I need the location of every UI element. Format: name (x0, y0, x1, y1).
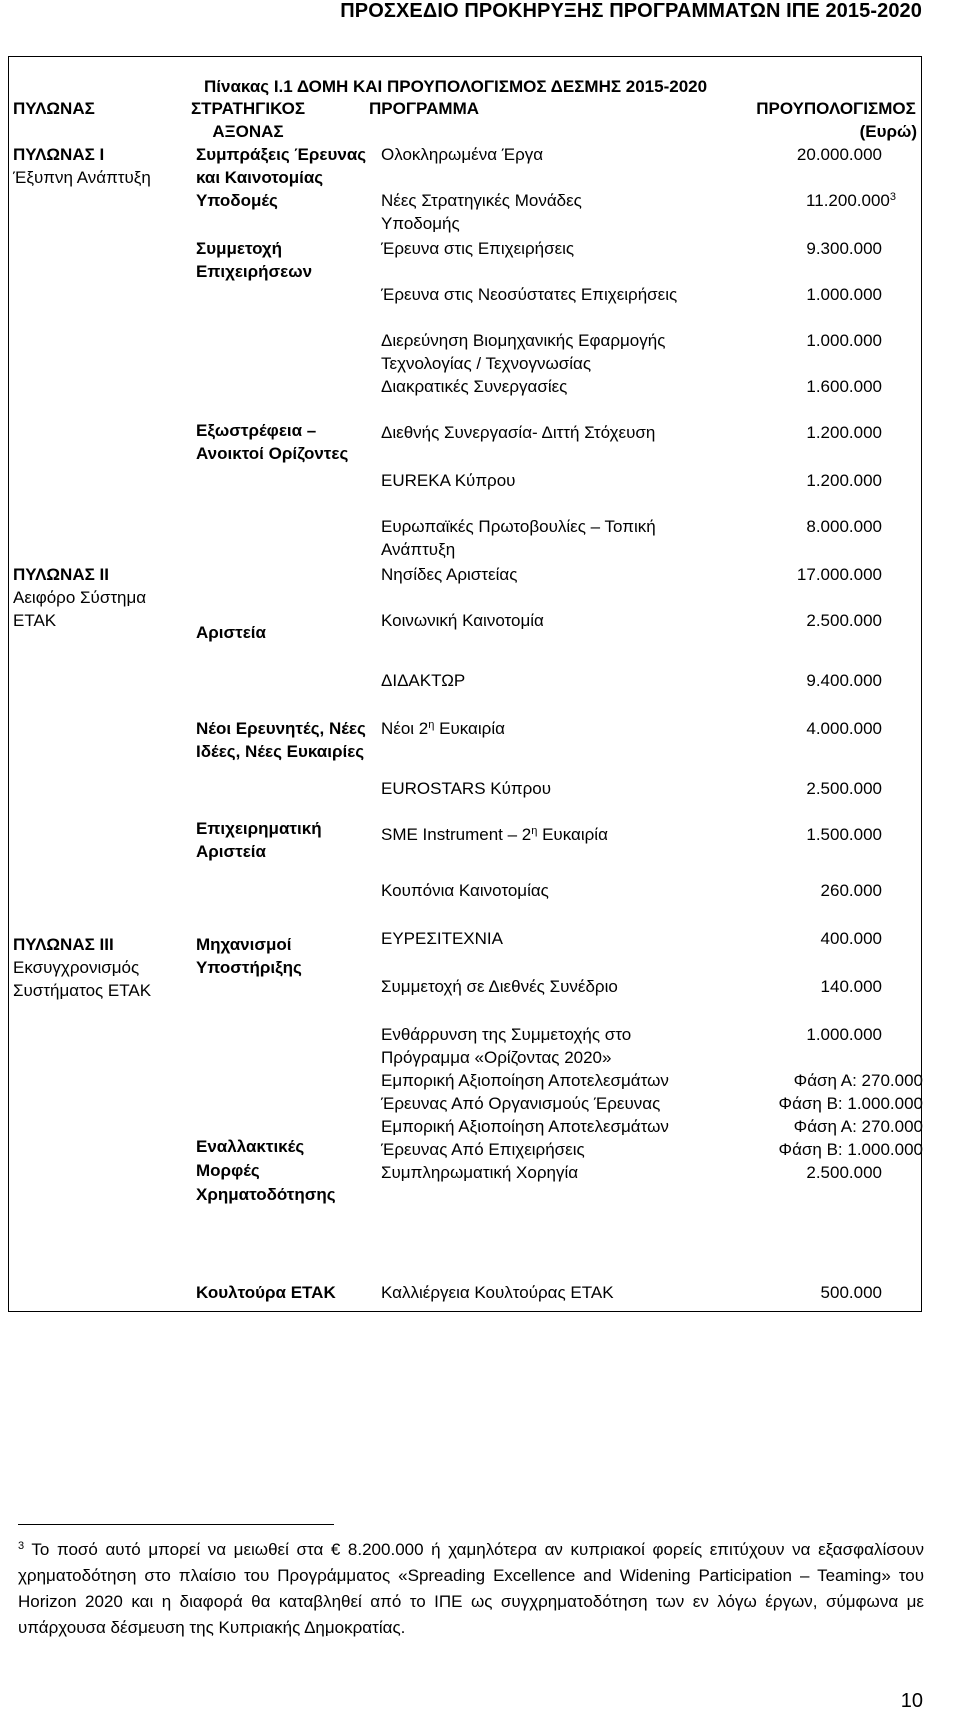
program-budget: 2.500.000 (806, 611, 882, 630)
program-name: Νέοι $2^\eta$ Ευκαιρία (381, 719, 505, 738)
program-name: Νέες Στρατηγικές Μονάδες Υποδομής (381, 191, 582, 233)
program-budget: 400.000 (820, 929, 882, 948)
axis-rti-culture: Κουλτούρα ΕΤΑΚ (196, 1283, 336, 1302)
program-budget: 1.600.000 (806, 377, 882, 396)
program-budget: 9.400.000 (806, 671, 882, 690)
program-budget: 140.000 (820, 977, 882, 996)
axis-business-participation: Συμμετοχή Επιχειρήσεων (196, 239, 313, 281)
program-name: Ολοκληρωμένα Έργα (381, 145, 544, 164)
program-name: Ενθάρρυνση της Συμμετοχής στο Πρόγραμμα «Ορίζοντας 2020» (381, 1025, 632, 1067)
program-budget: 1.200.000 (806, 471, 882, 490)
pillar-1: ΠΥΛΩΝΑΣ Ι Έξυπνη Ανάπτυξη (13, 145, 151, 187)
pillar-3: ΠΥΛΩΝΑΣ ΙΙΙ Εκσυγχρονισμός Συστήματος ΕΤΑΚ (13, 935, 152, 1000)
program-budget: 9.300.000 (806, 239, 882, 258)
footnote (18, 1537, 924, 1641)
axis-new-researchers: Νέοι Ερευνητές, Νέες Ιδέες, Νέες Ευκαιρίες (196, 719, 366, 761)
page-number: 10 (900, 1690, 923, 1712)
program-name: Διακρατικές Συνεργασίες (381, 377, 568, 396)
program-name: Διεθνής Συνεργασία- Διττή Στόχευση (381, 423, 656, 442)
program-name: Κουπόνια Καινοτομίας (381, 881, 549, 900)
program-budget: 4.000.000 (806, 719, 882, 738)
program-name: SME Instrument – $2^\eta$ Ευκαιρία (381, 825, 608, 844)
program-name: EUREKA Κύπρου (381, 471, 516, 490)
program-name: Συμμετοχή σε Διεθνές Συνέδριο (381, 977, 618, 996)
program-name: Έρευνα στις Επιχειρήσεις (381, 239, 575, 258)
axis-alternative-funding: Εναλλακτικές Μορφές Χρηματοδότησης (196, 1137, 336, 1204)
program-budget: 1.000.000 (806, 285, 882, 304)
col-header-program: ΠΡΟΓΡΑΜΜΑ (369, 99, 480, 118)
program-name: Νησίδες Αριστείας (381, 565, 518, 584)
program-budget: 1.200.000 (806, 423, 882, 442)
footnote-ref: 3 (889, 191, 896, 203)
axis-excellence: Αριστεία (196, 623, 266, 642)
program-name: Συμπληρωματική Χορηγία (381, 1163, 579, 1182)
footnote-text: Το ποσό αυτό μπορεί να μειωθεί στα € 8.200.000 ή χαμηλότερα αν κυπριακοί φορείς επιτύχουν να εξασφαλίσουν χρηματοδότηση στο πλαίσιο του Προγράμματος «Spreading Excellence and Widening Participation – Teaming» του Horizon 2020 και η διαφορά θα καταβληθεί από το ΙΠΕ ως συγχρηματοδότηση των εν λόγω έργων, σύμφωνα με υπάρχουσα δέσμευση της Κυπριακής Δημοκρατίας. (18, 1540, 924, 1637)
program-budget: 8.000.000 (806, 517, 882, 536)
program-name: Ευρωπαϊκές Πρωτοβουλίες – Τοπική Ανάπτυξη (381, 517, 656, 559)
program-budget: 1.000.000 (806, 331, 882, 350)
document-header: ΠΡΟΣΧΕΔΙΟ ΠΡΟΚΗΡΥΞΗΣ ΠΡΟΓΡΑΜΜΑΤΩΝ ΙΠΕ 2015-2020 (340, 0, 922, 22)
col-header-budget: ΠΡΟΥΠΟΛΟΓΙΣΜΟΣ (Ευρώ) (756, 99, 917, 141)
program-budget: 500.000 (820, 1283, 882, 1302)
program-name: Έρευνα στις Νεοσύστατες Επιχειρήσεις (381, 285, 678, 304)
program-name: ΕΥΡΕΣΙΤΕΧΝΙΑ (381, 929, 503, 948)
program-name: Διερεύνηση Βιομηχανικής Εφαρμογής Τεχνολογίας / Τεχνογνωσίας (381, 331, 666, 373)
program-name: Καλλιέργεια Κουλτούρας ΕΤΑΚ (381, 1283, 614, 1302)
footnote-marker: 3 (18, 1540, 25, 1552)
program-budget: 17.000.000 (796, 565, 882, 584)
program-budget: 260.000 (820, 881, 882, 900)
program-budget: Φάση Α: 270.000 Φάση Β: 1.000.000 (778, 1071, 923, 1113)
budget-table (8, 56, 922, 1312)
footnote-separator (18, 1524, 334, 1525)
table-caption: Πίνακας Ι.1 ΔΟΜΗ ΚΑΙ ΠΡΟΥΠΟΛΟΓΙΣΜΟΣ ΔΕΣΜΗΣ 2015-2020 (204, 77, 708, 96)
program-budget: 2.500.000 (806, 1163, 882, 1182)
program-budget: 2.500.000 (806, 779, 882, 798)
program-name: Εμπορική Αξιοποίηση Αποτελεσμάτων Έρευνας Από Επιχειρήσεις (381, 1117, 669, 1159)
axis-infrastructure: Υποδομές (196, 191, 278, 210)
program-budget: 20.000.000 (796, 145, 882, 164)
axis-support-mechanisms: Μηχανισμοί Υποστήριξης (196, 935, 302, 977)
axis-research-partnerships: Συμπράξεις Έρευνας και Καινοτομίας (196, 145, 367, 187)
program-budget: Φάση Α: 270.000 Φάση Β: 1.000.000 (778, 1117, 923, 1159)
axis-outreach: Εξωστρέφεια – Ανοικτοί Ορίζοντες (196, 421, 349, 463)
col-header-axis: ΣΤΡΑΤΗΓΙΚΟΣ ΑΞΟΝΑΣ (190, 99, 306, 141)
program-name: Κοινωνική Καινοτομία (381, 611, 544, 630)
axis-business-excellence: Επιχειρηματική Αριστεία (196, 819, 322, 861)
program-name: EUROSTARS Κύπρου (381, 779, 552, 798)
program-budget: 1.000.000 (806, 1025, 882, 1044)
program-name: Εμπορική Αξιοποίηση Αποτελεσμάτων Έρευνας Από Οργανισμούς Έρευνας (381, 1071, 669, 1113)
program-budget: 11.200.000$^3$ (806, 191, 896, 210)
pillar-2: ΠΥΛΩΝΑΣ ΙΙ Αειφόρο Σύστημα ΕΤΑΚ (13, 565, 147, 630)
col-header-pillar: ΠΥΛΩΝΑΣ (13, 99, 95, 118)
program-budget: 1.500.000 (806, 825, 882, 844)
program-name: ΔΙΔΑΚΤΩΡ (381, 671, 466, 690)
